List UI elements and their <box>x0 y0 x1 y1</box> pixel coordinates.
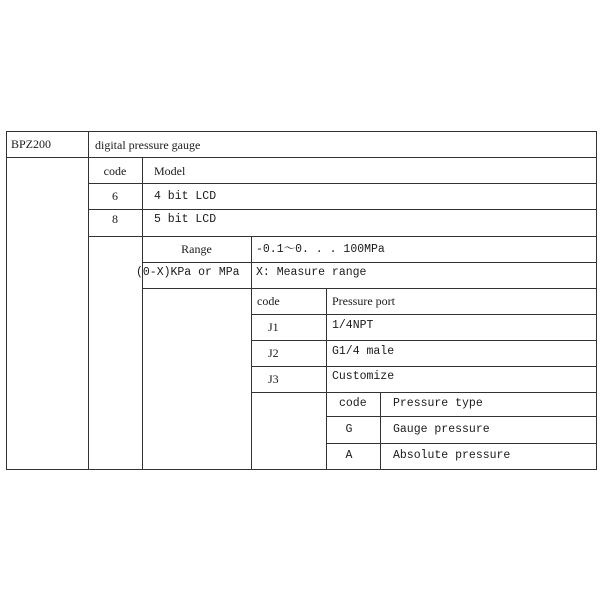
port-name-1-4npt: 1/4NPT <box>332 319 374 332</box>
row-divider <box>251 314 597 315</box>
type-code-g: G <box>345 423 353 436</box>
product-name-cell: digital pressure gauge <box>95 138 201 152</box>
row-divider <box>251 392 597 393</box>
column-divider <box>326 288 327 470</box>
unit-value: X: Measure range <box>256 266 367 279</box>
unit-label: (0-X)KPa or MPa <box>136 266 240 279</box>
column-divider <box>88 131 89 470</box>
row-divider <box>251 340 597 341</box>
type-code-header: code <box>339 397 367 410</box>
type-code-a: A <box>345 449 353 462</box>
row-divider <box>326 443 597 444</box>
port-code-j3: J3 <box>268 372 279 386</box>
port-code-j2: J2 <box>268 346 279 360</box>
row-divider <box>142 262 597 263</box>
row-divider <box>88 209 597 210</box>
model-code-6: 6 <box>112 189 118 203</box>
type-name-gauge-pressure: Gauge pressure <box>393 423 490 436</box>
row-divider <box>142 288 597 289</box>
range-label: Range <box>181 242 212 256</box>
row-divider <box>6 157 597 158</box>
port-code-header: code <box>257 294 280 308</box>
range-value: -0.1～0. . . 100MPa <box>256 243 385 256</box>
column-divider <box>380 392 381 470</box>
table-border-right <box>596 131 597 470</box>
model-code-header: code <box>103 164 127 178</box>
table-border-left <box>6 131 7 470</box>
port-name-header: Pressure port <box>332 294 395 308</box>
column-divider <box>251 288 252 470</box>
port-name-g1-4-male: G1/4 male <box>332 345 395 358</box>
model-code-cell: BPZ200 <box>11 137 52 151</box>
row-divider <box>251 366 597 367</box>
row-divider <box>326 416 597 417</box>
type-name-header: Pressure type <box>393 397 483 410</box>
model-name-4bit-lcd: 4 bit LCD <box>154 190 217 203</box>
table-border-bottom <box>6 469 597 470</box>
row-divider <box>88 236 597 237</box>
table-border-top <box>6 131 597 132</box>
row-divider <box>88 183 597 184</box>
model-name-header: Model <box>154 164 186 178</box>
model-code-8: 8 <box>112 212 118 226</box>
column-divider <box>251 236 252 288</box>
column-divider <box>142 157 143 236</box>
model-name-5bit-lcd: 5 bit LCD <box>154 213 217 226</box>
port-code-j1: J1 <box>268 320 279 334</box>
type-name-absolute-pressure: Absolute pressure <box>393 449 511 462</box>
port-name-customize: Customize <box>332 370 395 383</box>
